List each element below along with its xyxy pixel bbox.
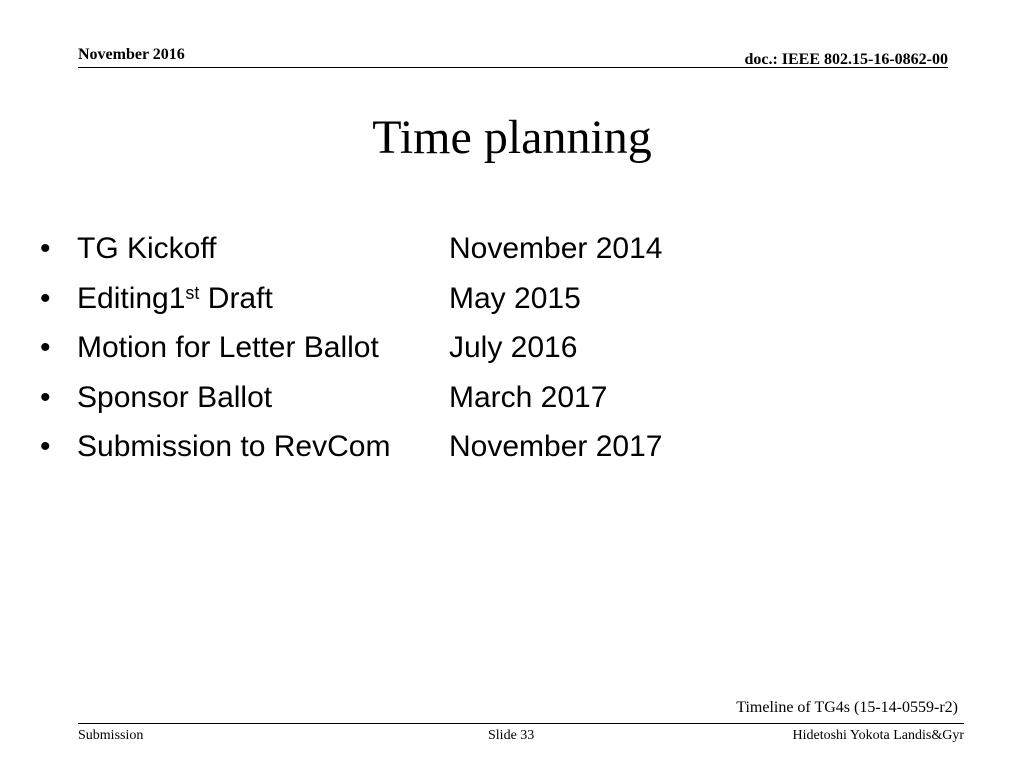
bullet-icon: • [40,430,51,463]
bullet-icon: • [40,380,51,414]
bullet-icon: • [40,281,51,315]
header-divider [78,67,948,68]
footer-submission: Submission [78,728,144,743]
milestone-label: Sponsor Ballot [77,380,273,414]
milestone-label-suffix: Draft [199,281,273,315]
milestone-label-prefix: Editing1 [77,281,186,315]
list-item [40,274,940,324]
milestone-date: November 2017 [449,430,663,463]
milestone-label: Motion for Letter Ballot [77,331,379,364]
milestone-label: Submission to RevCom [77,430,391,463]
milestone-date: July 2016 [449,331,578,364]
bullet-icon: • [40,232,51,265]
header-date: November 2016 [78,46,185,63]
bullet-icon: • [40,331,51,364]
milestone-date: March 2017 [449,380,608,414]
slide-number: Slide 33 [488,728,535,743]
slide-title: Time planning [372,111,652,164]
timeline-list [40,224,940,472]
footer-author: Hidetoshi Yokota Landis&Gyr [792,728,964,743]
milestone-date: November 2014 [449,232,663,265]
list-item [40,224,940,274]
list-item [40,422,940,472]
timeline-reference-note: Timeline of TG4s (15-14-0559-r2) [736,699,958,716]
milestone-label: TG Kickoff [77,232,217,265]
ordinal-superscript: st [185,282,200,303]
header-doc-id: doc.: IEEE 802.15-16-0862-00 [744,51,948,68]
list-item [40,323,940,373]
milestone-date: May 2015 [449,281,581,315]
footer-divider [78,723,964,724]
list-item [40,373,940,423]
milestone-label [77,274,273,324]
